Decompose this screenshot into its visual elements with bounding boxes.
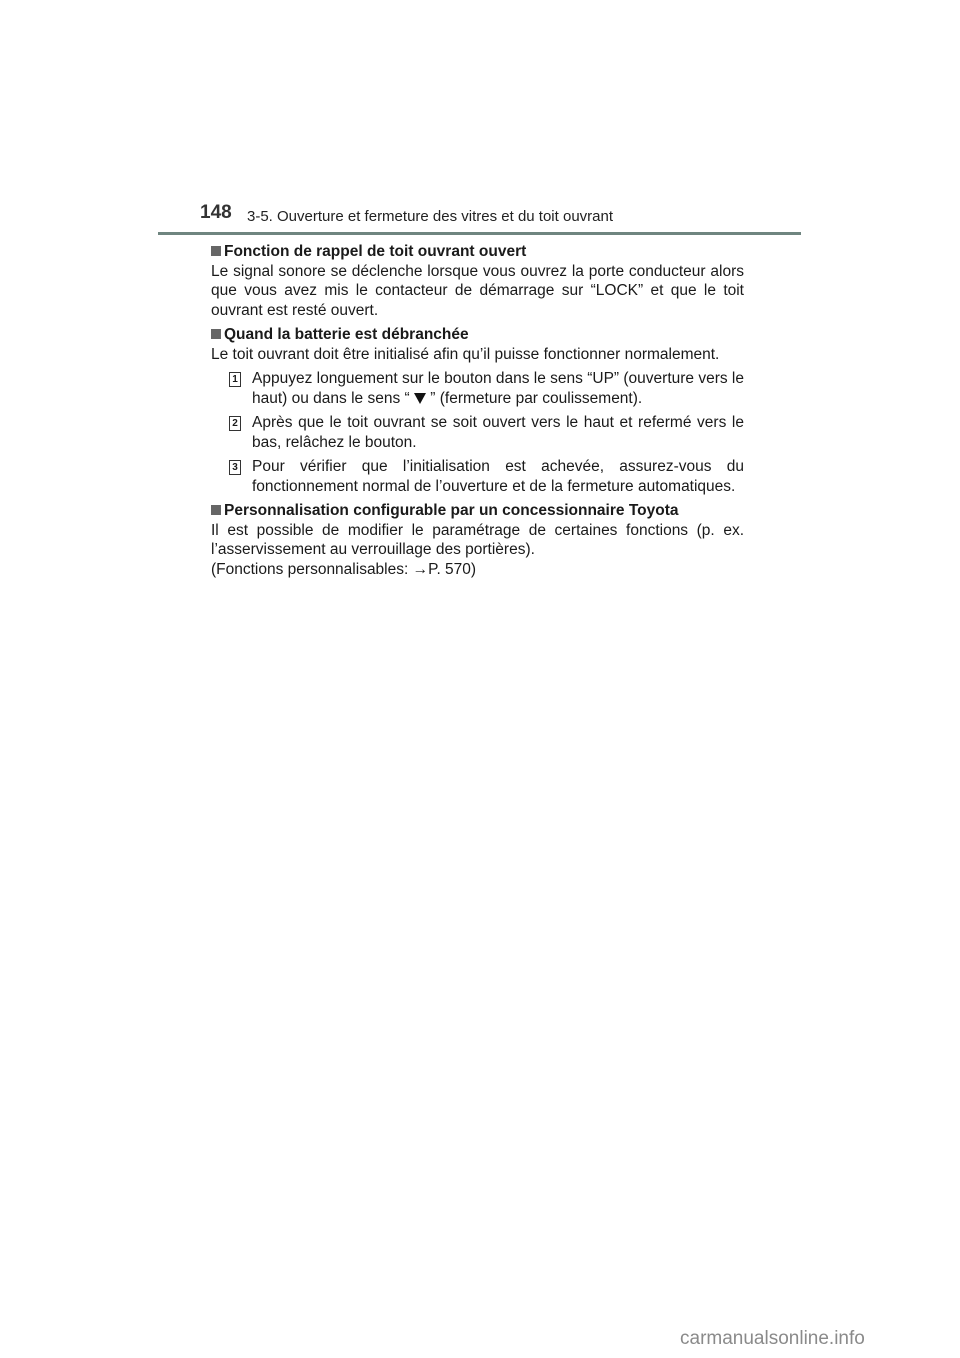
heading-text: Personnalisation configurable par un concessionnaire Toyota: [224, 502, 679, 519]
step-text: fonctionnement normal de l’ouverture et de la fermeture automatiques.: [252, 477, 736, 495]
paragraph: Il est possible de modifier le paramétrage de certaines fonctions (p. ex. l’asservissement au verrouillage des portières).: [211, 521, 744, 558]
step-text: ” (fermeture par coulissement).: [426, 389, 643, 407]
watermark: carmanualsonline.info: [680, 1328, 865, 1349]
step-text: Après que le toit ouvrant se soit ouvert vers le haut et refermé vers le bas, relâchez le bouton.: [252, 414, 744, 451]
section-title: 3-5. Ouverture et fermeture des vitres et du toit ouvrant: [247, 208, 614, 225]
step-item: [211, 413, 744, 452]
step-text: Appuyez longuement sur le bouton dans le sens “UP” (ouverture vers le haut) ou dans le sens “: [252, 370, 744, 407]
paragraph: Le signal sonore se déclenche lorsque vous ouvrez la porte conducteur alors que vous avez mis le contacteur de démarrage sur “LOCK” et que le toit ouvrant est resté ouvert.: [211, 262, 744, 319]
page-header: [200, 202, 800, 232]
step-text: Pour vérifier que l’initialisation est achevée, assurez-vous du: [252, 458, 744, 475]
section-heading: [224, 501, 744, 521]
section-heading: [224, 242, 744, 262]
down-triangle-icon: [414, 393, 426, 404]
square-bullet-icon: [211, 505, 221, 515]
square-bullet-icon: [211, 329, 221, 339]
heading-text: Quand la batterie est débranchée: [224, 326, 469, 343]
step-number: 1: [229, 372, 241, 387]
main-content: [211, 242, 744, 579]
step-number: 2: [229, 416, 241, 431]
step-item: [211, 457, 744, 496]
step-item: [211, 369, 744, 408]
paragraph: Le toit ouvrant doit être initialisé afin qu’il puisse fonctionner normalement.: [211, 345, 720, 363]
heading-text: Fonction de rappel de toit ouvrant ouvert: [224, 243, 527, 260]
paragraph: (Fonctions personnalisables: →P. 570): [211, 560, 477, 578]
header-rule: [158, 232, 801, 235]
square-bullet-icon: [211, 246, 221, 256]
section-heading: [224, 325, 744, 345]
page-number: 148: [200, 202, 232, 223]
step-number: 3: [229, 460, 241, 475]
